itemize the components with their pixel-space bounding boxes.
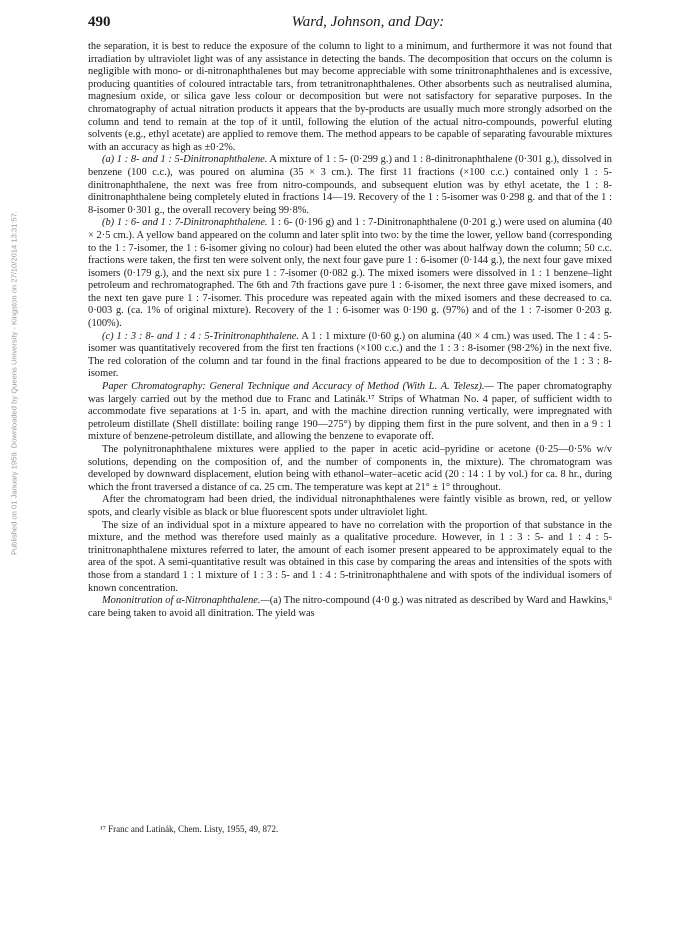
section-heading: Mononitration of α-Nitronaphthalene.— bbox=[102, 595, 270, 607]
page-number: 490 bbox=[88, 14, 111, 30]
paragraph-spot-size: The size of an individual spot in a mixture appeared to have no correlation with the proportion of that substance in the mixture, and the method was therefore used mainly as a qualitative procedure. However, in 1 : 3 : 5- and 1 : 4 : 5-trinitronaphthalene mixtures referred to later, the amount of each isomer present appeared to be approximately equal to the area of the spot. A semi-quantitative result was obtained in this case by comparing the areas and intensities of the spots with those from a standard 1 : 1 mixture of 1 : 3 : 5- and 1 : 4 : 5-trinitronaphthalene and with spots of the individual isomers of known concentration. bbox=[88, 519, 612, 594]
running-title: Ward, Johnson, and Day: bbox=[291, 14, 445, 30]
article-body bbox=[88, 41, 612, 620]
paragraph-text: (a) The nitro-compound (4·0 g.) was nitrated as described by Ward and Hawkins,⁶ care being taken to avoid all dinitration. The yield was bbox=[88, 595, 612, 619]
paragraph-mononitration bbox=[88, 595, 612, 620]
footnote: ¹⁷ Franc and Latinák, Chem. Listy, 1955, 49, 872. bbox=[100, 824, 279, 834]
paragraph-separation-notes: the separation, it is best to reduce the exposure of the column to light to a minimum, and furthermore it was not found that irradiation by ultraviolet light was of any assistance in detecting the bands. The decomposition that occurs on the column is negligible with mono- or di-nitronaphthalenes but may become appreciable with some trinitronaphthalenes and is excessive, producing quantities of coloured intractable tars, from tetranitronaphthalenes. Other absorbents such as neutralised alumina, magnesium oxide, or silica gave less colour or decomposition but were not satisfactory for separative purposes. In the chromatography of actual nitration products it appears that the by-products are usually much more strongly adsorbed on the column and tend to remain at the top of it until, following the elution of the actual nitro-compounds, powerful eluting solvents (e.g., ethyl acetate) are applied to remove them. The method appears to be capable of separating favourable mixtures with an accuracy as high as ±0·2%. bbox=[88, 41, 612, 153]
paragraph-paper-chromatography bbox=[88, 381, 612, 444]
paragraph-dinitro-1-8-1-5 bbox=[88, 154, 612, 217]
page-header bbox=[88, 14, 608, 38]
paragraph-application: The polynitronaphthalene mixtures were applied to the paper in acetic acid–pyridine or acetone (0·25—0·5% w/v solutions, depending on the composition of, and the number of components in, the mixture). The chromatogram was developed by downward displacement, elution being with ethanol–water–acetic acid (20 : 14 : 1 by vol.) for ca. 8 hr., during which the front traversed a distance of ca. 25 cm. The temperature was kept at 21° ± 1° throughout. bbox=[88, 444, 612, 493]
paragraph-text: A mixture of 1 : 5- (0·299 g.) and 1 : 8-dinitronaphthalene (0·301 g.), dissolved in benzene (100 c.c.), was poured on alumina (35 × 3 cm.). The first 11 fractions (×100 c.c.) contained only 1 : 5-dinitronaphthalene, the next was free from nitro-compounds, and subsequent elution was by ethyl acetate, the 1 : 8-dinitronaphthalene being completely eluted in fractions 14—19. Recovery of the 1 : 5-isomer was 0·298 g. and that of the 1 : 8-isomer 0·301 g., the overall recovery being 99·8%. bbox=[88, 154, 612, 216]
subsection-heading: (c) 1 : 3 : 8- and 1 : 4 : 5-Trinitronaphthalene. bbox=[102, 330, 300, 342]
paragraph-text: 1 : 6- (0·196 g) and 1 : 7-Dinitronaphthalene (0·201 g.) were used on alumina (40 × 2·5 cm.). A yellow band appeared on the column and later split into two: by the time the lower, yellow band (corresponding to the 1 : 7-isomer, the 1 : 6-isomer giving no colour) had been eluted the other was about halfway down the column; 50 c.c. fractions were taken, the first ten were solvent only, the next four gave pure 1 : 6-isomer (0·144 g.), the next four gave mixed isomers (0·179 g.), and the next six pure 1 : 7-isomer (0·082 g.). The mixed isomers were dissolved in 1 : 1 benzene–light petroleum and rechromatographed. The 6th and 7th fractions gave pure 1 : 6-isomer, the next three gave mixed isomers, and the next ten gave pure 1 : 7-isomer. This procedure was repeated again with the mixed isomers and these decreased to ca. 0·003 g. (ca. 1% of original mixture). Recovery of the 1 : 6-isomer was 0·190 g. (97%) and of the 1 : 7-isomer 0·203 g. (100%). bbox=[88, 217, 612, 330]
paragraph-text: A 1 : 1 mixture (0·60 g.) on alumina (40 × 4 cm.) was used. The 1 : 4 : 5-isomer was quantitatively recovered from the first ten fractions (×100 c.c.) and the 1 : 3 : 8-isomer (98·2%) in the next five. The red coloration of the column and tar found in the final fractions appeared to be due to decomposition of the 1 : 3 : 8-isomer. bbox=[88, 330, 612, 380]
paragraph-text: The paper chromatography was largely carried out by the method due to Franc and Latinák.¹⁷ Strips of Whatman No. 4 paper, of sufficient width to accommodate five separations at 1·5 in. apart, and with the machine direction running vertically, were impregnated with petroleum distillate (Shell distillate: boiling range 190—275°) by dipping them first in the pure solvent, and then in a 9 : 1 mixture of benzene-petroleum distillate, and allowing the benzene to evaporate off. bbox=[88, 381, 612, 443]
section-heading: Paper Chromatography: General Technique and Accuracy of Method (With L. A. Telesz).— bbox=[102, 381, 494, 393]
subsection-heading: (b) 1 : 6- and 1 : 7-Dinitronaphthalene. bbox=[102, 217, 268, 229]
paragraph-dinitro-1-6-1-7 bbox=[88, 217, 612, 330]
download-watermark bbox=[8, 158, 20, 608]
paragraph-trinitro bbox=[88, 331, 612, 381]
paragraph-drying: After the chromatogram had been dried, the individual nitronaphthalenes were faintly visible as brown, red, or yellow spots, and clearly visible as black or blue fluorescent spots under ultraviolet light. bbox=[88, 494, 612, 518]
download-watermark-text: Published on 01 January 1959. Downloaded by Queens University - Kingston on 27/10/2014 13:31:57. bbox=[9, 210, 19, 556]
subsection-heading: (a) 1 : 8- and 1 : 5-Dinitronaphthalene. bbox=[102, 154, 268, 166]
